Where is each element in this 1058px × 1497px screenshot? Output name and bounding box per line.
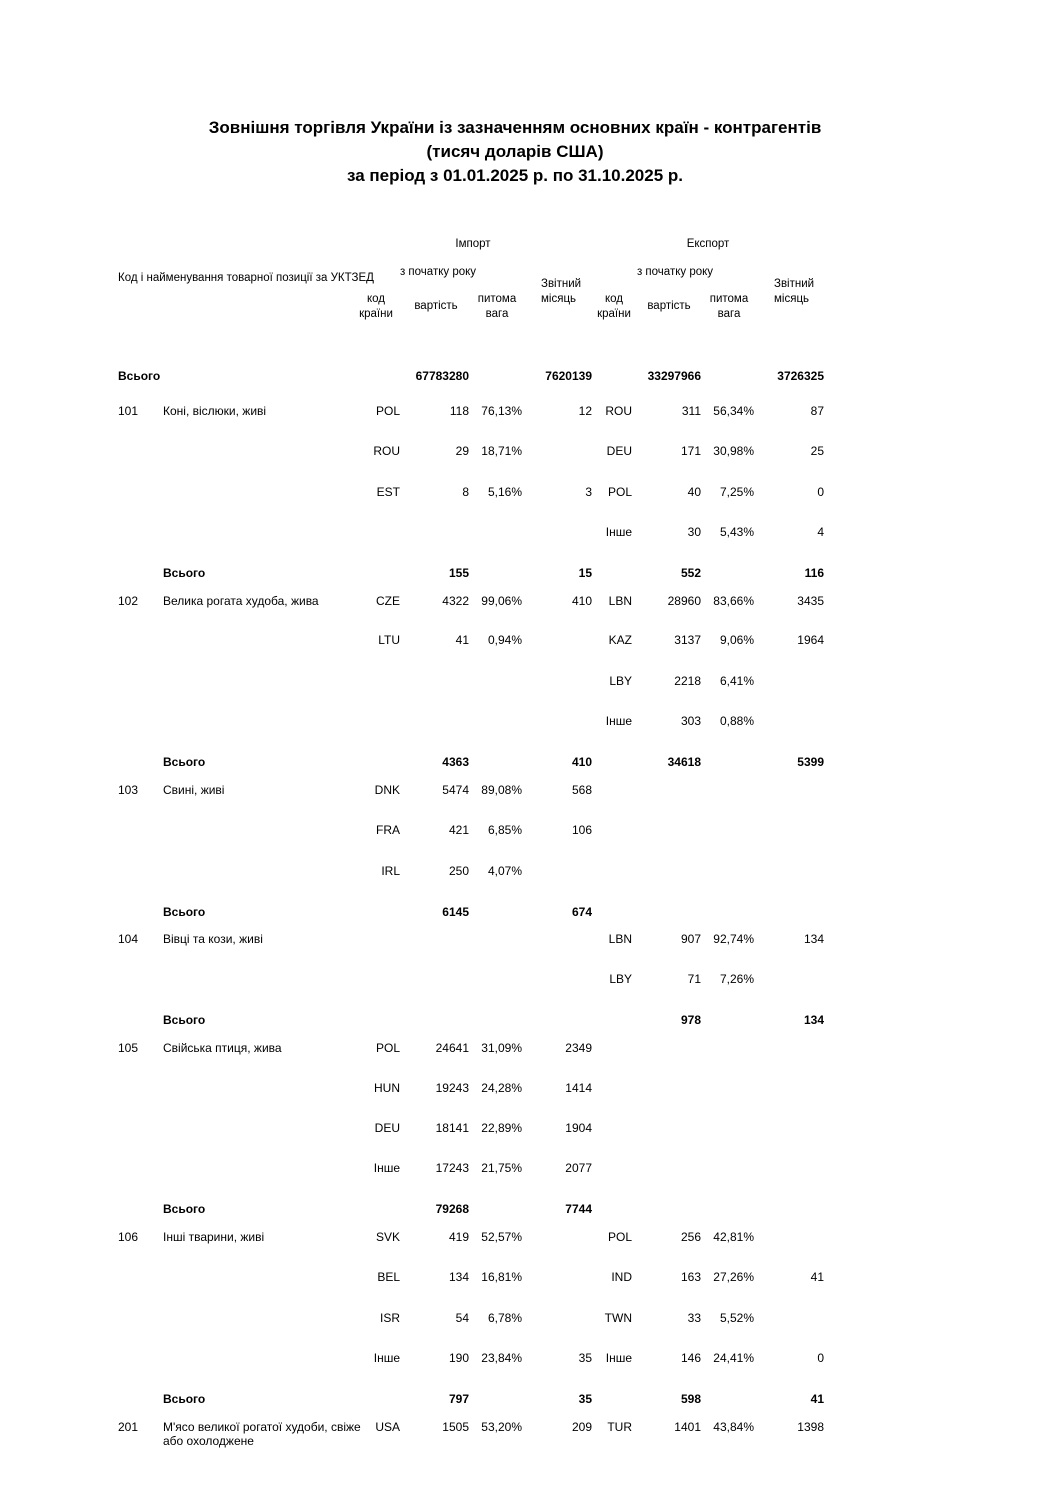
row-export-value: 1401 (674, 1420, 701, 1434)
grand-total-export-value: 33297966 (647, 369, 701, 383)
row-total-import-month: 35 (578, 1392, 592, 1406)
grand-total-import-value: 67783280 (415, 369, 469, 383)
row-import-country: Інше (373, 1351, 400, 1365)
row-total-import-value: 6145 (442, 905, 469, 919)
row-name: Інші тварини, живі (163, 1230, 265, 1244)
row-import-country: POL (375, 1041, 400, 1055)
row-export-month: 4 (817, 525, 824, 539)
row-import-value: 19243 (435, 1081, 469, 1095)
row-import-month: 106 (571, 823, 592, 837)
row-total-label: Всього (163, 566, 206, 580)
row-import-country: IRL (381, 864, 400, 878)
row-import-value: 1505 (442, 1420, 469, 1434)
header-import: Імпорт (455, 238, 491, 250)
header-export-country-code: код країни (597, 293, 631, 320)
row-total-label: Всього (163, 1013, 206, 1027)
header-import-share: питома вага (477, 293, 517, 320)
row-import-country: USA (375, 1420, 400, 1434)
row-export-month: 25 (810, 444, 824, 458)
row-import-share: 4,07% (487, 864, 522, 878)
row-import-share: 5,16% (487, 485, 522, 499)
row-export-share: 83,66% (713, 594, 754, 608)
row-export-share: 9,06% (719, 633, 754, 647)
row-export-country: LBN (608, 594, 632, 608)
row-import-country: LTU (378, 633, 400, 647)
row-import-share: 18,71% (481, 444, 522, 458)
row-import-share: 52,57% (481, 1230, 522, 1244)
row-total-export-value: 552 (680, 566, 701, 580)
row-export-month: 0 (817, 485, 824, 499)
grand-total-import-month: 7620139 (545, 369, 592, 383)
row-import-value: 4322 (442, 594, 469, 608)
row-export-month: 0 (817, 1351, 824, 1365)
header-import-country-code: код країни (359, 293, 393, 320)
row-total-label: Всього (163, 1392, 206, 1406)
row-import-share: 0,94% (487, 633, 522, 647)
row-export-value: 40 (687, 485, 701, 499)
row-total-import-value: 79268 (435, 1202, 469, 1216)
row-export-month: 41 (810, 1270, 824, 1284)
row-import-value: 54 (455, 1311, 469, 1325)
row-import-country: SVK (375, 1230, 400, 1244)
row-export-country: POL (607, 1230, 632, 1244)
row-export-value: 146 (680, 1351, 701, 1365)
row-total-import-value: 155 (448, 566, 469, 580)
row-export-country: LBY (609, 972, 632, 986)
row-code: 106 (118, 1230, 139, 1244)
row-export-share: 7,25% (719, 485, 754, 499)
row-export-month: 1964 (797, 633, 824, 647)
row-total-label: Всього (163, 1202, 206, 1216)
row-export-share: 6,41% (719, 674, 754, 688)
row-code: 102 (118, 594, 139, 608)
row-import-month: 1904 (565, 1121, 592, 1135)
page-title: Зовнішня торгівля України із зазначенням основних країн - контрагентів (208, 118, 822, 137)
row-total-import-value: 797 (448, 1392, 469, 1406)
row-export-value: 907 (680, 932, 701, 946)
row-export-month: 1398 (797, 1420, 824, 1434)
row-import-value: 250 (448, 864, 469, 878)
row-export-country: DEU (606, 444, 632, 458)
header-import-since-start: з початку року (399, 266, 477, 278)
row-export-value: 303 (680, 714, 701, 728)
row-import-value: 5474 (442, 783, 469, 797)
row-export-value: 30 (687, 525, 701, 539)
row-export-value: 311 (681, 404, 701, 418)
row-name: Вівці та кози, живі (163, 932, 263, 946)
row-total-export-month: 134 (803, 1013, 824, 1027)
row-name: Велика рогата худоба, жива (163, 594, 319, 608)
row-import-share: 31,09% (481, 1041, 522, 1055)
row-import-value: 8 (462, 485, 469, 499)
row-import-month: 2349 (565, 1041, 592, 1055)
row-export-value: 28960 (667, 594, 701, 608)
row-code: 103 (118, 783, 139, 797)
page-subtitle-units: (тисяч доларів США) (426, 142, 604, 161)
row-import-month: 12 (578, 404, 592, 418)
row-export-country: ROU (605, 404, 632, 418)
row-import-month: 568 (571, 783, 592, 797)
row-total-import-value: 4363 (442, 755, 469, 769)
row-export-country: TUR (607, 1420, 632, 1434)
header-export: Експорт (686, 238, 730, 250)
row-export-country: Інше (605, 525, 632, 539)
grand-total-label: Всього (118, 369, 161, 383)
row-import-value: 29 (455, 444, 469, 458)
row-import-share: 21,75% (481, 1161, 522, 1175)
row-export-share: 42,81% (713, 1230, 754, 1244)
row-export-share: 30,98% (713, 444, 754, 458)
row-import-country: POL (375, 404, 400, 418)
row-import-value: 419 (448, 1230, 469, 1244)
row-import-value: 421 (448, 823, 469, 837)
row-import-share: 23,84% (481, 1351, 522, 1365)
row-export-month: 134 (803, 932, 824, 946)
row-import-month: 35 (578, 1351, 592, 1365)
row-import-value: 190 (448, 1351, 469, 1365)
row-export-country: IND (611, 1270, 632, 1284)
row-import-share: 16,81% (481, 1270, 522, 1284)
row-total-export-month: 116 (804, 566, 824, 580)
row-import-share: 6,78% (487, 1311, 522, 1325)
row-total-export-value: 34618 (667, 755, 701, 769)
row-import-month: 3 (585, 485, 592, 499)
row-export-share: 0,88% (719, 714, 754, 728)
row-code: 105 (118, 1041, 139, 1055)
header-export-value: вартість (647, 300, 691, 312)
header-export-share: питома вага (709, 293, 749, 320)
row-export-value: 71 (687, 972, 701, 986)
grand-total-export-month: 3726325 (777, 369, 824, 383)
header-import-value: вартість (414, 300, 458, 312)
row-export-share: 27,26% (713, 1270, 754, 1284)
row-name: Коні, віслюки, живі (163, 404, 267, 418)
row-import-month: 209 (571, 1420, 592, 1434)
row-export-share: 7,26% (719, 972, 754, 986)
row-total-label: Всього (163, 905, 206, 919)
row-name: Свійська птиця, жива (163, 1041, 282, 1055)
row-export-share: 43,84% (713, 1420, 754, 1434)
row-export-country: TWN (604, 1311, 632, 1325)
row-import-share: 53,20% (481, 1420, 522, 1434)
row-import-share: 24,28% (481, 1081, 522, 1095)
row-import-country: CZE (376, 594, 400, 608)
row-import-country: HUN (374, 1081, 400, 1095)
row-import-country: EST (376, 485, 400, 499)
row-export-month: 3435 (797, 594, 824, 608)
row-code: 201 (118, 1420, 139, 1434)
row-import-country: DEU (374, 1121, 400, 1135)
row-export-country: POL (607, 485, 632, 499)
row-import-value: 24641 (435, 1041, 469, 1055)
row-total-export-month: 5399 (797, 755, 824, 769)
row-export-value: 3137 (674, 633, 701, 647)
row-export-month: 87 (810, 404, 824, 418)
row-import-month: 1414 (565, 1081, 592, 1095)
row-code: 101 (118, 404, 139, 418)
row-total-export-value: 978 (680, 1013, 701, 1027)
row-export-value: 2218 (674, 674, 701, 688)
row-import-country: BEL (377, 1270, 400, 1284)
row-export-value: 171 (680, 444, 701, 458)
row-import-month: 2077 (565, 1161, 592, 1175)
row-export-country: LBN (608, 932, 632, 946)
row-import-share: 22,89% (481, 1121, 522, 1135)
row-name: Свині, живі (163, 783, 225, 797)
row-total-label: Всього (163, 755, 206, 769)
row-total-export-value: 598 (680, 1392, 701, 1406)
row-import-share: 89,08% (481, 783, 522, 797)
row-import-share: 6,85% (487, 823, 522, 837)
row-import-country: FRA (376, 823, 400, 837)
row-import-country: Інше (373, 1161, 400, 1175)
row-export-share: 56,34% (713, 404, 754, 418)
row-import-value: 18141 (435, 1121, 469, 1135)
row-export-share: 5,43% (719, 525, 754, 539)
row-name: М'ясо великої рогатої худоби, свіже або охолоджене (163, 1420, 361, 1448)
row-total-import-month: 674 (571, 905, 592, 919)
header-export-month: Звітний місяць (774, 278, 815, 305)
row-export-country: Інше (605, 714, 632, 728)
row-import-share: 76,13% (481, 404, 522, 418)
page-subtitle-period: за період з 01.01.2025 р. по 31.10.2025 р. (346, 166, 683, 185)
row-export-country: KAZ (608, 633, 632, 647)
row-import-value: 118 (449, 404, 469, 418)
header-export-since-start: з початку року (636, 266, 714, 278)
row-export-value: 163 (680, 1270, 701, 1284)
header-code-name: Код і найменування товарної позиції за УКТЗЕД (118, 272, 374, 284)
row-export-share: 92,74% (713, 932, 754, 946)
row-import-value: 41 (455, 633, 469, 647)
row-import-country: DNK (374, 783, 400, 797)
row-import-country: ISR (379, 1311, 400, 1325)
row-import-share: 99,06% (481, 594, 522, 608)
row-total-export-month: 41 (810, 1392, 824, 1406)
row-import-month: 410 (571, 594, 592, 608)
row-code: 104 (118, 932, 139, 946)
row-import-value: 134 (448, 1270, 469, 1284)
row-total-import-month: 15 (578, 566, 592, 580)
row-export-share: 24,41% (713, 1351, 754, 1365)
row-export-country: Інше (605, 1351, 632, 1365)
row-import-value: 17243 (435, 1161, 469, 1175)
row-total-import-month: 410 (571, 755, 592, 769)
row-import-country: ROU (373, 444, 400, 458)
row-export-share: 5,52% (719, 1311, 754, 1325)
row-export-value: 33 (687, 1311, 701, 1325)
header-import-month: Звітний місяць (541, 278, 582, 305)
row-export-country: LBY (609, 674, 632, 688)
row-total-import-month: 7744 (565, 1202, 592, 1216)
row-export-value: 256 (680, 1230, 701, 1244)
